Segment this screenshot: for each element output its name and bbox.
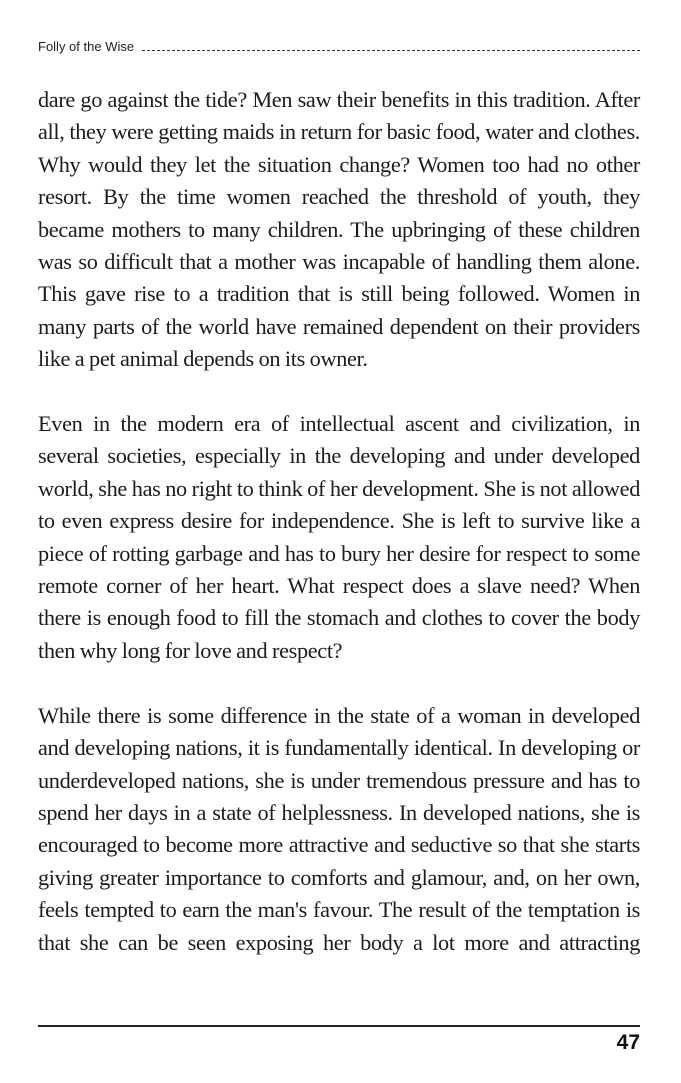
running-header-title: Folly of the Wise [38,39,135,54]
paragraph-1: dare go against the tide? Men saw their benefits in this tradition. After all, they were getting maids in return for basic food, water and clothes. Why would they let the situation change? Women too had no other resort. By the time women reached the threshold of youth, they became mothers to many children. The upbringing of these children was so difficult that a mother was incapable of handling them alone. This gave rise to a tradition that is still being followed. Women in many parts of the world have remained dependent on their providers like a pet animal depends on its owner. [38,87,640,372]
page-number: 47 [616,1031,640,1054]
paragraph-2: Even in the modern era of intellectual ascent and civilization, in several societies, especially in the developing and under developed world, she has no right to think of her development. She is not allowed to even express desire for independence. She is left to survive like a piece of rotting garbage and has to bury her desire for respect to some remote corner of her heart. What respect does a slave need? When there is enough food to fill the stomach and clothes to cover the body then why long for love and respect? [38,411,640,663]
body-text [38,84,640,991]
paragraph-3: While there is some difference in the state of a woman in developed and developing nations, it is fundamentally identical. In developing or underdeveloped nations, she is under tremendous pressure and has to spend her days in a state of helplessness. In developed nations, she is encouraged to become more attractive and seductive so that she starts giving greater importance to comforts and glamour, and, on her own, feels tempted to earn the man's favour. The result of the temptation is that she can be seen exposing her body a lot more and attracting [38,702,640,955]
footer-rule [38,1025,640,1027]
running-header [38,36,640,54]
header-dashed-rule [142,50,640,51]
